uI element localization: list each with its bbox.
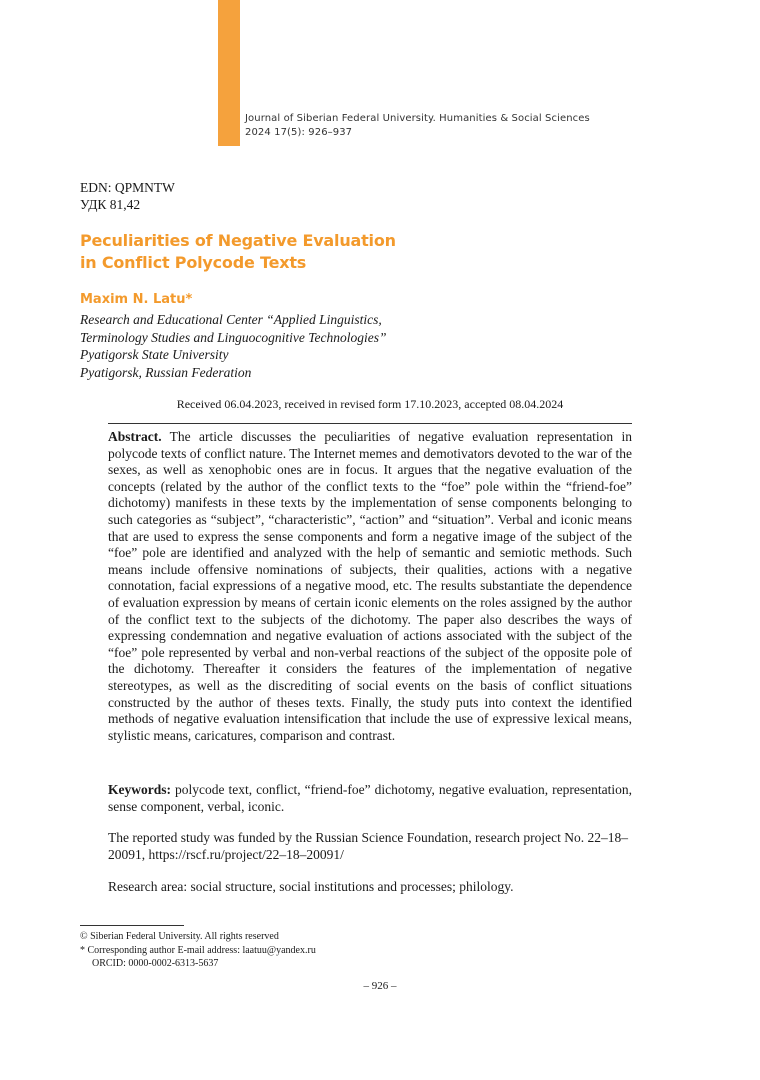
author-name: Maxim N. Latu* — [80, 292, 193, 307]
journal-header — [245, 112, 590, 140]
abstract-text: The article discusses the peculiarities of negative evaluation representation in polycode texts of conflict nature. The Internet memes and demotivators devoted to the war of the sexes, as well as xenophobic ones are in focus. It argues that the negative evaluation of the concepts (related by the author of the conflict texts to the “foe” pole within the “friend-foe” dichotomy) manifests in these texts by the implementation of sense components belonging to such categories as “subject”, “characteristic”, “action” and “situation”. Verbal and iconic means that are used to express the sense components and form a negative image of the subject of the “foe” pole are identified and analyzed with the help of semantic and semiotic methods. Such means include offensive nominations of subjects, their qualities, actions with a negative connotation, facial expressions of a negative mood, etc. The results substantiate the dependence of evaluation expression by means of certain iconic elements on the roles assigned by the author of the conflict text to the subjects of the dichotomy. The paper also describes the ways of expressing condemnation and negative evaluation of actions associated with the subject of the “foe” pole represented by verbal and non-verbal reactions of the subject of the opposite pole of the dichotomy. Thereafter it considers the features of the implementation of negative stereotypes, as well as the discrediting of social events on the basis of conflict situations constructed by the author of theses texts. Finally, the study puts into context the identified methods of negative evaluation intensification that include the use of expressive lexical means, stylistic means, caricatures, comparison and contrast. — [108, 429, 632, 743]
author-affiliation — [80, 311, 387, 381]
title-line-2: in Conflict Polycode Texts — [80, 253, 307, 272]
journal-name: Journal of Siberian Federal University. Humanities & Social Sciences — [245, 113, 590, 124]
keywords-text: polycode text, conflict, “friend-foe” dichotomy, negative evaluation, representation, sense component, verbal, iconic. — [108, 782, 632, 814]
abstract-divider — [108, 423, 632, 424]
affiliation-line: Pyatigorsk, Russian Federation — [80, 364, 252, 380]
footnote-divider — [80, 925, 184, 926]
abstract — [108, 429, 632, 744]
footnotes — [80, 930, 316, 971]
affiliation-line: Research and Educational Center “Applied Linguistics, — [80, 312, 382, 327]
corresponding-author-note: * Corresponding author E-mail address: laatuu@yandex.ru — [80, 944, 316, 956]
article-title — [80, 230, 396, 274]
abstract-label: Abstract. — [108, 429, 162, 444]
journal-accent-bar — [218, 0, 240, 146]
page-number: – 926 – — [363, 980, 397, 992]
research-area: Research area: social structure, social institutions and processes; philology. — [108, 879, 514, 894]
funding-note: The reported study was funded by the Russian Science Foundation, research project No. 22–18–20091, https://rscf.ru/project/22–18–20091/ — [108, 830, 628, 862]
affiliation-line: Pyatigorsk State University — [80, 347, 229, 362]
journal-issue: 2024 17(5): 926–937 — [245, 127, 353, 138]
identifiers — [80, 179, 175, 213]
edn-code: EDN: QPMNTW — [80, 180, 175, 195]
copyright-note: © Siberian Federal University. All rights reserved — [80, 931, 279, 942]
title-line-1: Peculiarities of Negative Evaluation — [80, 231, 396, 250]
keywords — [108, 781, 632, 815]
orcid-note: ORCID: 0000-0002-6313-5637 — [92, 958, 219, 969]
received-dates: Received 06.04.2023, received in revised form 17.10.2023, accepted 08.04.2024 — [176, 397, 564, 411]
affiliation-line: Terminology Studies and Linguocognitive Technologies” — [80, 329, 387, 345]
udk-code: УДК 81,42 — [80, 197, 141, 212]
keywords-label: Keywords: — [108, 782, 171, 797]
